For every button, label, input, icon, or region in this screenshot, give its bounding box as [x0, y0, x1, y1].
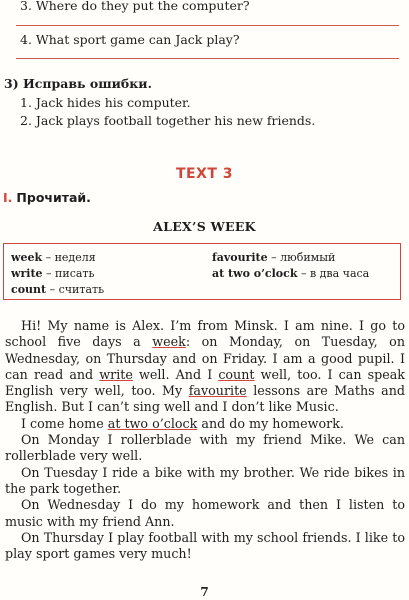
error-item-1: 1. Jack hides his computer. [20, 95, 191, 110]
vocab-item: week – неделя [11, 251, 96, 264]
vocab-word: favourite [188, 383, 247, 399]
reading-passage [5, 318, 405, 562]
vocab-word: write [99, 366, 133, 382]
vocabulary-box [3, 243, 401, 300]
vocab-item: count – считать [11, 283, 105, 296]
vocab-item: write – писать [11, 267, 95, 280]
paragraph: On Wednesday I do my homework and then I listen to music with my friend Ann. [5, 497, 405, 529]
exercise-heading: 3) Исправь ошибки. [4, 76, 152, 91]
question-3: 3. Where do they put the computer? [20, 0, 250, 13]
question-4: 4. What sport game can Jack play? [20, 32, 240, 47]
text-title: TEXT 3 [175, 166, 234, 182]
task-heading [3, 190, 91, 205]
answer-line [16, 58, 399, 59]
vocab-column-left [11, 250, 104, 298]
task-label: Прочитай. [16, 190, 91, 205]
vocab-word: at two o’clock [107, 415, 198, 431]
vocab-column-right [212, 250, 369, 282]
vocab-item: at two o’clock – в два часа [212, 267, 370, 280]
page-number: 7 [200, 585, 209, 599]
paragraph: On Thursday I play football with my school friends. I like to play sport games very much! [5, 529, 405, 562]
paragraph: I come home at two o’clock and do my homework. [21, 415, 344, 431]
vocab-word: count [218, 366, 255, 382]
paragraph: On Monday I rollerblade with my friend Mike. We can rollerblade very well. [5, 432, 405, 464]
answer-line [16, 25, 399, 26]
error-item-2: 2. Jack plays football together his new friends. [20, 113, 316, 128]
paragraph: On Tuesday I ride a bike with my brother. We ride bikes in the park together. [5, 464, 405, 496]
paragraph: Hi! My name is Alex. I’m from Minsk. I am nine. I go to school five days a week: on Monday, on Tuesday, on Wednesday, on Thursday and on Friday. I am a good pupil. I can read and write well. And I count well, too. I can speak English very well, too. My favourite lessons are Maths and English. But I can’t sing well and I don’t like Music. [5, 318, 405, 415]
vocab-word: week [152, 334, 186, 350]
task-number: I. [3, 190, 13, 205]
vocab-item: favourite – любимый [212, 251, 336, 264]
story-title: ALEX’S WEEK [153, 219, 256, 234]
